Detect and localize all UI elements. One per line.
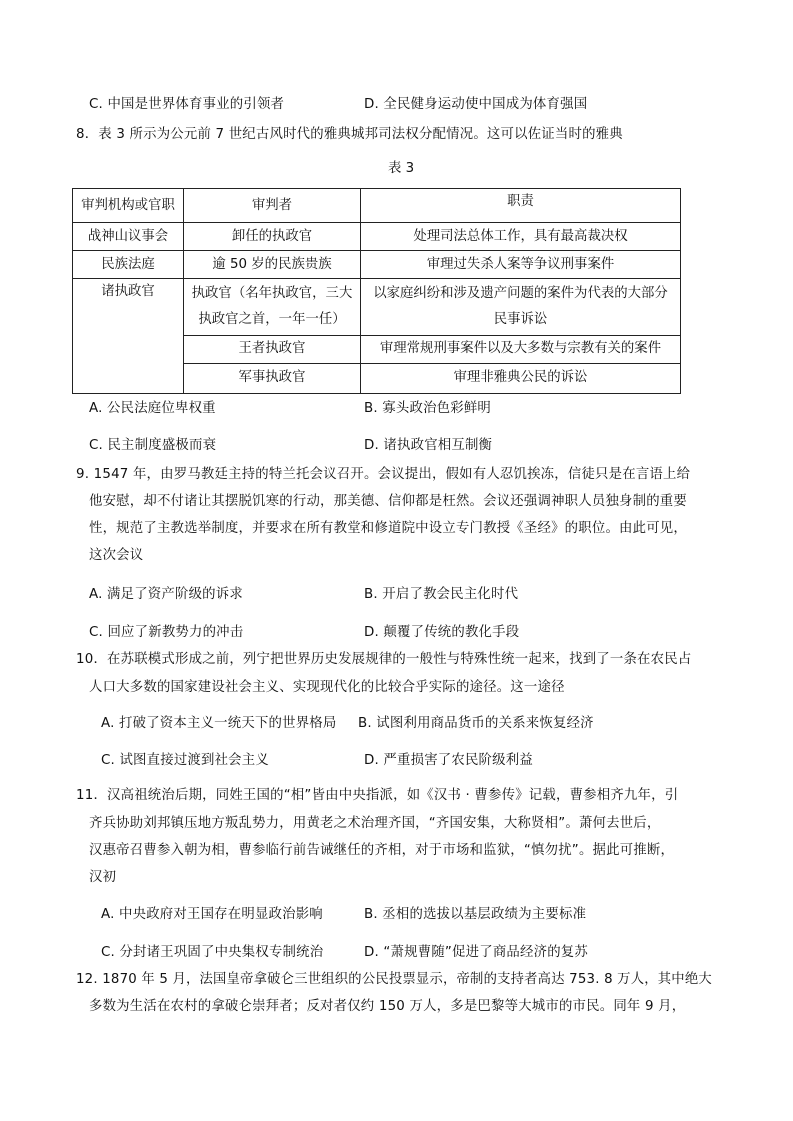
cell-line: 执政官（名年执政官，三大 (191, 286, 353, 302)
table-3 (72, 188, 681, 394)
q10-option-b: B. 试图利用商品货币的关系来恢复经济 (358, 716, 594, 731)
q11-stem-line: 齐兵协助刘邦镇压地方叛乱势力，用黄老之术治理齐国，“齐国安集，大称贤相”。萧何去世后， (89, 816, 661, 831)
header-duty: 职责 (361, 189, 681, 223)
cell-line: 执政官之首，一年一任） (198, 312, 346, 328)
q10-stem-line: 10．在苏联模式形成之前，列宁把世界历史发展规律的一般性与特殊性统一起来，找到了一条在农民占 (76, 652, 692, 667)
table-cell: 逾 50 岁的民族贵族 (184, 251, 361, 279)
q8-option-a: A. 公民法庭位卑权重 (89, 401, 216, 416)
table-cell: 军事执政官 (184, 363, 361, 393)
table-cell: 审理过失杀人案等争议刑事案件 (361, 251, 681, 279)
table-cell: 诸执政官 (73, 279, 184, 394)
table-cell: 审理常规刑事案件以及大多数与宗教有关的案件 (361, 335, 681, 363)
q9-stem-line: 他安慰，却不付诸让其摆脱饥寒的行动，那美德、信仰都是枉然。会议还强调神职人员独身制的重要 (89, 494, 687, 509)
q10-option-d: D. 严重损害了农民阶级利益 (364, 753, 533, 768)
q9-option-c: C. 回应了新教势力的冲击 (89, 625, 244, 640)
q11-option-c: C. 分封诸王巩固了中央集权专制统治 (101, 945, 324, 960)
table-cell: 处理司法总体工作，具有最高裁决权 (361, 223, 681, 251)
q11-stem-line: 11．汉高祖统治后期，同姓王国的“相”皆由中央指派，如《汉书 · 曹参传》记载，曹参相齐九年，引 (76, 788, 679, 803)
q9-option-b: B. 开启了教会民主化时代 (364, 587, 519, 602)
q12-stem-line: 多数为生活在农村的拿破仑崇拜者；反对者仅约 150 万人，多是巴黎等大城市的市民。同年 9 月， (89, 999, 686, 1014)
q11-option-b: B. 丞相的选拔以基层政绩为主要标准 (364, 907, 587, 922)
table-cell (184, 279, 361, 335)
q11-stem-line: 汉初 (89, 870, 117, 885)
q8-option-c: C. 民主制度盛极而衰 (89, 438, 217, 453)
table-caption: 表 3 (388, 161, 415, 176)
q11-option-a: A. 中央政府对王国存在明显政治影响 (101, 907, 323, 922)
table-cell: 王者执政官 (184, 335, 361, 363)
q9-option-a: A. 满足了资产阶级的诉求 (89, 587, 243, 602)
q11-option-d: D. “萧规曹随”促进了商品经济的复苏 (364, 945, 588, 960)
q9-stem-line: 性，规范了主教选举制度，并要求在所有教堂和修道院中设立专门教授《圣经》的职位。由此可见， (89, 521, 687, 536)
q8-option-d: D. 诸执政官相互制衡 (364, 438, 493, 453)
q7-option-d: D. 全民健身运动使中国成为体育强国 (364, 97, 588, 112)
table-cell: 审理非雅典公民的诉讼 (361, 363, 681, 393)
table-cell: 战神山议事会 (73, 223, 184, 251)
table-cell (361, 279, 681, 335)
q8-option-b: B. 寡头政治色彩鲜明 (364, 401, 492, 416)
q11-stem-line: 汉惠帝召曹参入朝为相，曹参临行前告诫继任的齐相，对于市场和监狱，“慎勿扰”。据此可推断， (89, 843, 675, 858)
table-cell: 卸任的执政官 (184, 223, 361, 251)
header-judge: 审判者 (184, 189, 361, 223)
header-org: 审判机构或官职 (73, 189, 184, 223)
q10-stem-line: 人口大多数的国家建设社会主义、实现现代化的比较合乎实际的途径。这一途径 (89, 680, 565, 695)
q7-option-c: C. 中国是世界体育事业的引领者 (89, 97, 285, 112)
q10-option-c: C. 试图直接过渡到社会主义 (101, 753, 269, 768)
q10-option-a: A. 打破了资本主义一统天下的世界格局 (101, 716, 337, 731)
q9-option-d: D. 颠覆了传统的教化手段 (364, 625, 520, 640)
q9-stem-line: 9. 1547 年，由罗马教廷主持的特兰托会议召开。会议提出，假如有人忍饥挨冻，信徒只是在言语上给 (76, 467, 691, 482)
table-cell: 民族法庭 (73, 251, 184, 279)
q9-stem-line: 这次会议 (89, 548, 144, 563)
cell-line: 以家庭纠纷和涉及遗产问题的案件为代表的大部分 (373, 286, 668, 302)
q8-stem: 8．表 3 所示为公元前 7 世纪古风时代的雅典城邦司法权分配情况。这可以佐证当时的雅典 (76, 127, 623, 142)
q12-stem-line: 12. 1870 年 5 月，法国皇帝拿破仑三世组织的公民投票显示，帝制的支持者高达 753. 8 万人，其中绝大 (76, 972, 712, 987)
cell-line: 民事诉讼 (493, 312, 548, 328)
